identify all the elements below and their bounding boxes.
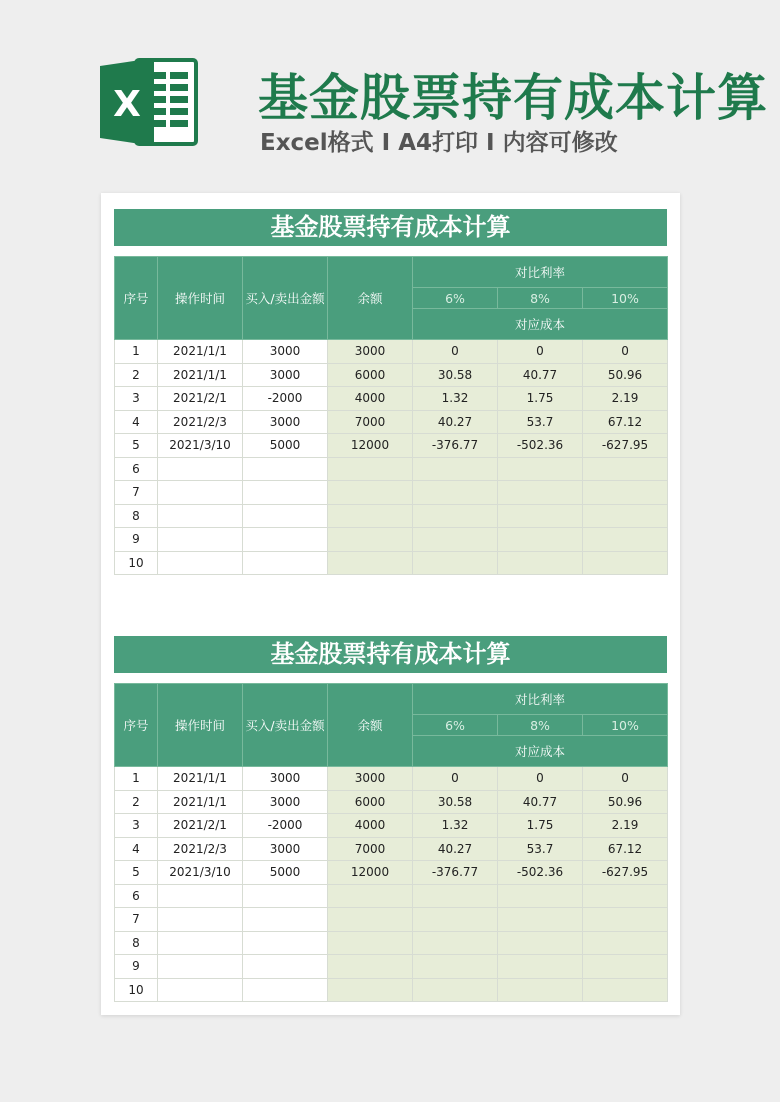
cell-index[interactable]: 10	[115, 551, 158, 575]
cell-time[interactable]	[158, 955, 243, 979]
cell-index[interactable]: 2	[115, 790, 158, 814]
cell-amount[interactable]: -2000	[243, 387, 328, 411]
table-row	[115, 434, 668, 458]
table-row	[115, 410, 668, 434]
cell-index[interactable]: 8	[115, 931, 158, 955]
cell-index[interactable]: 9	[115, 955, 158, 979]
cell-time[interactable]: 2021/2/3	[158, 837, 243, 861]
cell-cost-8[interactable]: 1.75	[498, 814, 583, 838]
cell-amount[interactable]	[243, 931, 328, 955]
cell-index[interactable]: 5	[115, 434, 158, 458]
cell-cost-10[interactable]	[583, 504, 668, 528]
cell-cost-8[interactable]	[498, 955, 583, 979]
table-row	[115, 340, 668, 364]
cell-cost-8[interactable]: 0	[498, 767, 583, 791]
header-time: 操作时间	[158, 257, 243, 340]
cell-amount[interactable]	[243, 457, 328, 481]
cell-amount[interactable]: 3000	[243, 410, 328, 434]
cell-cost-6[interactable]	[413, 504, 498, 528]
cell-amount[interactable]	[243, 978, 328, 1002]
cell-cost-6[interactable]	[413, 528, 498, 552]
page-subtitle: Excel格式 I A4打印 I 内容可修改	[260, 130, 618, 156]
table-row	[115, 837, 668, 861]
cell-index[interactable]: 4	[115, 410, 158, 434]
cell-amount[interactable]: 3000	[243, 363, 328, 387]
cell-cost-8[interactable]: 40.77	[498, 363, 583, 387]
cell-cost-10[interactable]: 67.12	[583, 410, 668, 434]
table-row	[115, 363, 668, 387]
cell-index[interactable]: 3	[115, 814, 158, 838]
cell-time[interactable]: 2021/1/1	[158, 363, 243, 387]
cell-index[interactable]: 7	[115, 481, 158, 505]
cell-cost-10[interactable]	[583, 884, 668, 908]
table-row	[115, 387, 668, 411]
cell-amount[interactable]	[243, 551, 328, 575]
table-row	[115, 551, 668, 575]
cell-amount[interactable]	[243, 481, 328, 505]
cell-balance[interactable]: 12000	[328, 861, 413, 885]
cell-cost-8[interactable]	[498, 884, 583, 908]
cell-cost-6[interactable]	[413, 551, 498, 575]
cell-index[interactable]: 1	[115, 340, 158, 364]
cell-time[interactable]: 2021/3/10	[158, 434, 243, 458]
cell-amount[interactable]: 3000	[243, 767, 328, 791]
cell-cost-6[interactable]: 40.27	[413, 837, 498, 861]
cell-time[interactable]	[158, 978, 243, 1002]
cell-amount[interactable]: 3000	[243, 837, 328, 861]
cell-cost-8[interactable]	[498, 457, 583, 481]
cell-cost-10[interactable]	[583, 551, 668, 575]
sheet-title: 基金股票持有成本计算	[114, 636, 667, 673]
table-row	[115, 767, 668, 791]
cell-time[interactable]	[158, 884, 243, 908]
header-index: 序号	[115, 684, 158, 767]
cost-sheet-2	[114, 636, 667, 1002]
cell-index[interactable]: 6	[115, 457, 158, 481]
cell-cost-6[interactable]: -376.77	[413, 434, 498, 458]
header-compare-rate: 对比利率	[413, 257, 668, 288]
page-title: 基金股票持有成本计算	[258, 69, 768, 127]
cell-time[interactable]: 2021/1/1	[158, 767, 243, 791]
cell-amount[interactable]	[243, 528, 328, 552]
cell-time[interactable]	[158, 908, 243, 932]
cell-cost-6[interactable]	[413, 481, 498, 505]
cell-index[interactable]: 5	[115, 861, 158, 885]
cell-cost-8[interactable]	[498, 931, 583, 955]
cell-amount[interactable]	[243, 908, 328, 932]
cell-cost-6[interactable]: 0	[413, 340, 498, 364]
cell-time[interactable]	[158, 457, 243, 481]
header-index: 序号	[115, 257, 158, 340]
cell-amount[interactable]: 3000	[243, 340, 328, 364]
excel-logo-icon	[98, 54, 200, 150]
cell-balance[interactable]: 7000	[328, 837, 413, 861]
cell-time[interactable]: 2021/2/1	[158, 814, 243, 838]
cell-cost-10[interactable]: 2.19	[583, 814, 668, 838]
cell-time[interactable]: 2021/2/1	[158, 387, 243, 411]
cost-sheet-1	[114, 209, 667, 575]
header-cost: 对应成本	[413, 309, 668, 340]
header-amount: 买入/卖出金额	[243, 684, 328, 767]
cell-index[interactable]: 8	[115, 504, 158, 528]
table-row	[115, 931, 668, 955]
cell-balance[interactable]	[328, 978, 413, 1002]
cell-cost-10[interactable]	[583, 978, 668, 1002]
cell-time[interactable]	[158, 504, 243, 528]
cell-time[interactable]	[158, 481, 243, 505]
header-time: 操作时间	[158, 684, 243, 767]
cell-amount[interactable]	[243, 884, 328, 908]
logo-letter: X	[113, 84, 141, 125]
cell-time[interactable]: 2021/3/10	[158, 861, 243, 885]
document-page	[101, 193, 680, 1015]
table-row	[115, 861, 668, 885]
cell-cost-6[interactable]	[413, 955, 498, 979]
cell-cost-8[interactable]: 53.7	[498, 410, 583, 434]
cell-cost-6[interactable]: 30.58	[413, 363, 498, 387]
header-balance: 余额	[328, 684, 413, 767]
cell-cost-6[interactable]: 1.32	[413, 387, 498, 411]
cell-cost-10[interactable]: 0	[583, 340, 668, 364]
cell-time[interactable]: 2021/1/1	[158, 340, 243, 364]
cell-balance[interactable]	[328, 908, 413, 932]
cell-balance[interactable]: 12000	[328, 434, 413, 458]
cell-cost-8[interactable]: 53.7	[498, 837, 583, 861]
cell-balance[interactable]	[328, 504, 413, 528]
header-amount: 买入/卖出金额	[243, 257, 328, 340]
cell-cost-8[interactable]	[498, 978, 583, 1002]
cell-cost-10[interactable]	[583, 481, 668, 505]
table-row	[115, 908, 668, 932]
cell-index[interactable]: 6	[115, 884, 158, 908]
cell-cost-6[interactable]	[413, 978, 498, 1002]
cell-cost-8[interactable]: 40.77	[498, 790, 583, 814]
cell-amount[interactable]	[243, 504, 328, 528]
header-rate-6: 6%	[413, 288, 498, 309]
header-rate-8: 8%	[498, 288, 583, 309]
cell-cost-6[interactable]	[413, 884, 498, 908]
cost-table	[114, 683, 668, 1002]
cell-balance[interactable]	[328, 884, 413, 908]
cell-cost-6[interactable]: 40.27	[413, 410, 498, 434]
cell-cost-10[interactable]	[583, 457, 668, 481]
sheet-title: 基金股票持有成本计算	[114, 209, 667, 246]
header-rate-6: 6%	[413, 715, 498, 736]
cell-index[interactable]: 7	[115, 908, 158, 932]
header-compare-rate: 对比利率	[413, 684, 668, 715]
cell-cost-8[interactable]: -502.36	[498, 861, 583, 885]
cell-cost-6[interactable]: 1.32	[413, 814, 498, 838]
cell-amount[interactable]: -2000	[243, 814, 328, 838]
cell-amount[interactable]: 3000	[243, 790, 328, 814]
table-row	[115, 814, 668, 838]
cell-time[interactable]: 2021/1/1	[158, 790, 243, 814]
cell-index[interactable]: 9	[115, 528, 158, 552]
cell-cost-6[interactable]: 0	[413, 767, 498, 791]
cell-index[interactable]: 4	[115, 837, 158, 861]
cell-time[interactable]	[158, 528, 243, 552]
cell-cost-10[interactable]: 2.19	[583, 387, 668, 411]
cell-balance[interactable]: 4000	[328, 387, 413, 411]
cell-cost-8[interactable]	[498, 551, 583, 575]
cell-balance[interactable]: 7000	[328, 410, 413, 434]
cell-balance[interactable]	[328, 528, 413, 552]
cell-amount[interactable]	[243, 955, 328, 979]
cost-table	[114, 256, 668, 575]
cell-cost-10[interactable]	[583, 931, 668, 955]
cell-cost-10[interactable]: 0	[583, 767, 668, 791]
table-row	[115, 528, 668, 552]
cell-cost-10[interactable]: -627.95	[583, 434, 668, 458]
header-rate-10: 10%	[583, 288, 668, 309]
cell-balance[interactable]: 3000	[328, 767, 413, 791]
cell-cost-8[interactable]: 1.75	[498, 387, 583, 411]
header-balance: 余额	[328, 257, 413, 340]
table-row	[115, 978, 668, 1002]
table-row	[115, 955, 668, 979]
cell-cost-10[interactable]	[583, 528, 668, 552]
cell-cost-8[interactable]	[498, 481, 583, 505]
header-rate-8: 8%	[498, 715, 583, 736]
cell-balance[interactable]: 3000	[328, 340, 413, 364]
cell-cost-10[interactable]: -627.95	[583, 861, 668, 885]
cell-balance[interactable]	[328, 955, 413, 979]
cell-cost-6[interactable]: 30.58	[413, 790, 498, 814]
header-rate-10: 10%	[583, 715, 668, 736]
header-cost: 对应成本	[413, 736, 668, 767]
cell-amount[interactable]: 5000	[243, 434, 328, 458]
cell-cost-6[interactable]	[413, 931, 498, 955]
cell-cost-10[interactable]	[583, 908, 668, 932]
cell-cost-8[interactable]	[498, 528, 583, 552]
cell-cost-10[interactable]: 50.96	[583, 363, 668, 387]
cell-cost-6[interactable]	[413, 457, 498, 481]
cell-balance[interactable]: 6000	[328, 363, 413, 387]
cell-balance[interactable]	[328, 931, 413, 955]
cell-balance[interactable]	[328, 481, 413, 505]
cell-balance[interactable]: 4000	[328, 814, 413, 838]
cell-cost-10[interactable]: 50.96	[583, 790, 668, 814]
cell-index[interactable]: 2	[115, 363, 158, 387]
cell-cost-8[interactable]	[498, 908, 583, 932]
cell-cost-10[interactable]: 67.12	[583, 837, 668, 861]
cell-cost-6[interactable]: -376.77	[413, 861, 498, 885]
cell-balance[interactable]	[328, 457, 413, 481]
cell-amount[interactable]: 5000	[243, 861, 328, 885]
cell-index[interactable]: 3	[115, 387, 158, 411]
table-row	[115, 884, 668, 908]
cell-balance[interactable]	[328, 551, 413, 575]
cell-cost-8[interactable]: 0	[498, 340, 583, 364]
cell-cost-6[interactable]	[413, 908, 498, 932]
cell-time[interactable]	[158, 931, 243, 955]
table-row	[115, 481, 668, 505]
table-row	[115, 790, 668, 814]
cell-time[interactable]	[158, 551, 243, 575]
cell-balance[interactable]: 6000	[328, 790, 413, 814]
cell-cost-10[interactable]	[583, 955, 668, 979]
cell-index[interactable]: 10	[115, 978, 158, 1002]
table-row	[115, 457, 668, 481]
cell-time[interactable]: 2021/2/3	[158, 410, 243, 434]
cell-index[interactable]: 1	[115, 767, 158, 791]
table-row	[115, 504, 668, 528]
cell-cost-8[interactable]: -502.36	[498, 434, 583, 458]
cell-cost-8[interactable]	[498, 504, 583, 528]
